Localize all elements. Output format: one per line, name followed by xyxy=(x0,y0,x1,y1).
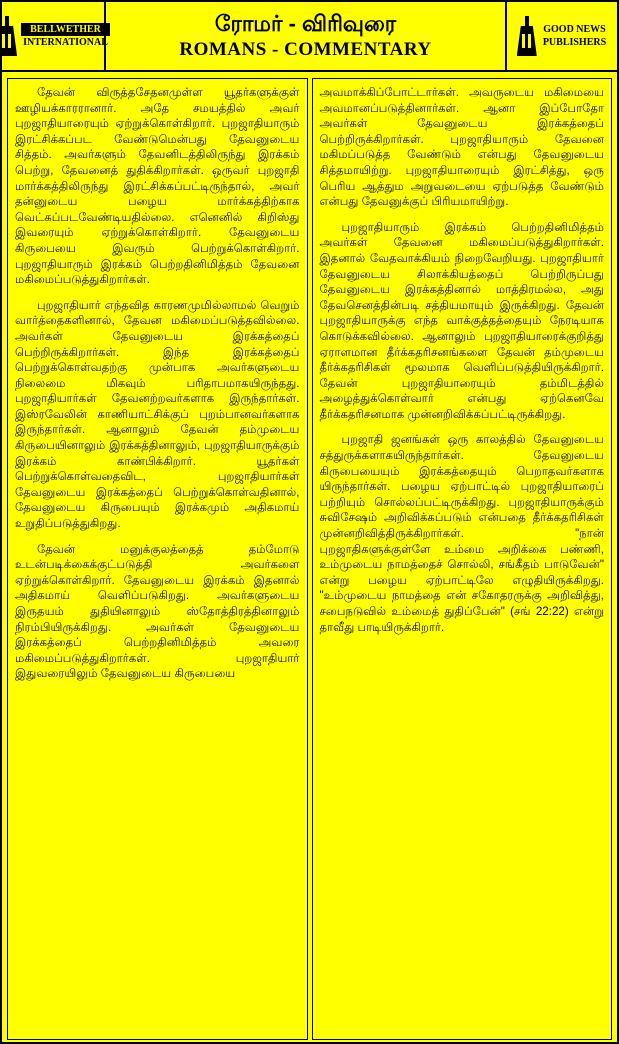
right-logo-line2: PUBLISHERS xyxy=(542,37,607,48)
paragraph: புறஜாதியாரும் இரக்கம் பெற்றதினிமித்தம் அவர்கள் தேவனை மகிமைப்படுத்துகிறார்கள். இதனால் வேதவாக்கியம் நிறைவேறியது. புறஜாதியார் தேவனுடைய சிலாக்கியத்தைப் பெற்றிருப்பது தேவனுடைய இரக்கத்தினால் மாத்திரமல்ல, அது தேவசெனத்தின்படி சத்தியமாயும் இருக்கிறது. தேவன் புறஜாதியாருக்கு எந்த வாக்குத்தத்தையும் நேரடியாக கொடுக்கவில்லை. ஆனாலும் புறஜாதியாரைக்குறித்து ஏராளமான தீர்க்கதரிசனங்களை தேவன் தம்முடைய தீர்க்கதரிசிகள் மூலமாக வெளிப்படுத்தியிருக்கிறார். தேவன் புறஜாதியாரையும் தம்மிடத்தில் அழைத்துக்கொள்வார் என்பது ஏற்கெனவே தீர்க்கதரிசனமாக முன்னறிவிக்கப்பட்டிருக்கிறது. xyxy=(319,220,604,421)
paragraph: புறஜாதியார் எந்தவித காரணமுமில்லாமல் வெறும் வார்த்தைகளினால், தேவன மகிமைப்படுத்தவில்லை. அவர்கள் தேவனுடைய இரக்கத்தைப் பெற்றிருக்கிறார்கள். இந்த இரக்கத்தைப் பெற்றுக்கொள்வதற்கு முன்பாக அவர்களுடைய நிலைமை மிகவும் பரிதாபமாகயிருந்தது. புறஜாதியார்கள் தேவனற்றவர்களாக இருந்தார்கள். இஸ்ரவேலின் காணியாட்சிக்குப் புறம்பானவர்களாக இருந்தார்கள். ஆனாலும் தேவன் தம்முடைய கிருபையினாலும் இரக்கத்தினாலும், புறஜாதியாருக்கும் இரக்கம் காண்பிக்கிறார். யூதர்கள் பெற்றுக்கொள்வதைவிட, புறஜாதியார்கள் தேவனுடைய இரக்கத்தைப் பெற்றுக்கொள்வதினால், தேவனுடைய கிருபையும் இரக்கமும் அதிகமாய் உறுதிப்படுத்துகிறது. xyxy=(15,298,300,531)
page-title-tamil: ரோமர் - விரிவுரை xyxy=(214,11,397,36)
page-header xyxy=(2,2,617,72)
left-logo-line2: INTERNATIONAL xyxy=(23,37,108,48)
publisher-logo-right xyxy=(505,2,617,70)
paragraph: தேவன் விருத்தசேதனமுள்ள யூதர்களுக்குள் ஊழியக்காரரானார். அதே சமயத்தில் அவர் புறஜாதியாரையும் ஏற்றுக்கொள்கிறார். புறஜாதியாரும் இரட்சிக்கப்பட வேண்டுமென்பது தேவனுடைய சித்தம். அவர்களும் தேவனிடத்திலிருந்து இரக்கம் பெற்று, தேவனைத் துதிக்கிறார்கள். ஒருவர் புறஜாதி மார்க்கத்திலிருந்து இரட்சிக்கப்பட்டிருந்தால், அவர் தன்னுடைய பழைய மார்க்கத்திற்காக வெட்கப்படவேண்டியதில்லை. எனெனில் கிறிஸ்து இவரையும் ஏற்றுக்கொள்கிறார். தேவனுடைய கிருபையை இவரும் பெற்றுக்கொள்கிறார். புறஜாதியாரும் இரக்கம் பெற்றதினிமித்தம் தேவனை மகிமைப்படுத்துகிறார்கள். xyxy=(15,86,300,287)
column-right xyxy=(312,78,613,1040)
commentary-body xyxy=(2,72,617,1044)
paragraph: அவமாக்கிப்போட்டார்கள். அவருடைய மகிமையை அவமானப்படுத்தினார்கள். ஆனா இப்போதோ அவர்கள் தேவனுடைய இரக்கத்தைப் பெற்றிருக்கிறார்கள். புறஜாதியாரும் தேவனை மகிமப்படுத்த வேண்டும் என்பது தேவனுடைய சித்தமாயிற்று. புறஜாதியாரையும் இரட்சித்து, ஒரு பெரிய ஆத்தும அறுவடையை ஏற்படுத்த வேண்டும் என்பது தேவனுக்குப் பிரியமாயிற்று. xyxy=(319,86,604,209)
right-logo-text xyxy=(541,23,608,49)
page-title-english: ROMANS - COMMENTARY xyxy=(179,39,432,60)
column-left xyxy=(7,78,308,1040)
publisher-logo-left xyxy=(2,2,106,70)
paragraph: புறஜாதி ஜனங்கள் ஒரு காலத்தில் தேவனுடைய சத்துருக்களாகயிருந்தார்கள். தேவனுடைய கிருபையையும் இரக்கத்தையும் பெறாதவர்களாக யிருந்தார்கள். பழைய ஏற்பாட்டில் புறஜாதியாரைப் பற்றியும் சொல்லப்பட்டிருக்கிறது. புறஜாதியாருக்கும் சுவிசேஷம் அறிவிக்கப்படும் என்பதை தீர்க்கதரிசிகள் முன்னறிவித்திருக்கிறார்கள். "நான் புறஜாதிகளுக்குள்ளே உம்மை அறிக்கை பண்ணி, உம்முடைய நாமத்தைச் சொல்லி, சங்கீதம் பாடுவேன்" என்று பழைய ஏற்பாட்டிலே எழுதியிருக்கிறது. "உம்முடைய நாமத்தை என் சகோதரருக்கு அறிவித்து, சபைநடுவில் உம்மைத் துதிப்பேன்" (சங் 22:22) என்று தாவீது பாடியிருக்கிறார். xyxy=(319,433,604,634)
page-title-block xyxy=(106,2,505,70)
paragraph: தேவன் மனுக்குலத்தைத் தம்மோடு உடன்படிக்கைக்குட்படுத்தி அவர்களை ஏற்றுக்கொள்கிறார். தேவனுடைய இரக்கம் இதனால் அதிகமாய் வெளிப்படுகிறது. அவர்களுடைய இருதயம் துதியினாலும் ஸ்தோத்திரத்தினாலும் நிரம்பியிருக்கிறது. அவர்கள் தேவனுடைய இரக்கத்தைப் பெற்றதினிமித்தம் அவரை மகிமைப்படுத்துகிறார்கள். புறஜாதியார் இதுவரையிலும் தேவனுடைய கிருபையை xyxy=(15,542,300,681)
bell-tower-icon xyxy=(516,16,538,56)
right-logo-line1: GOOD NEWS xyxy=(543,24,606,35)
left-logo-line1: BELLWETHER xyxy=(21,23,110,36)
bell-tower-icon xyxy=(0,16,18,56)
left-logo-text xyxy=(21,23,110,49)
